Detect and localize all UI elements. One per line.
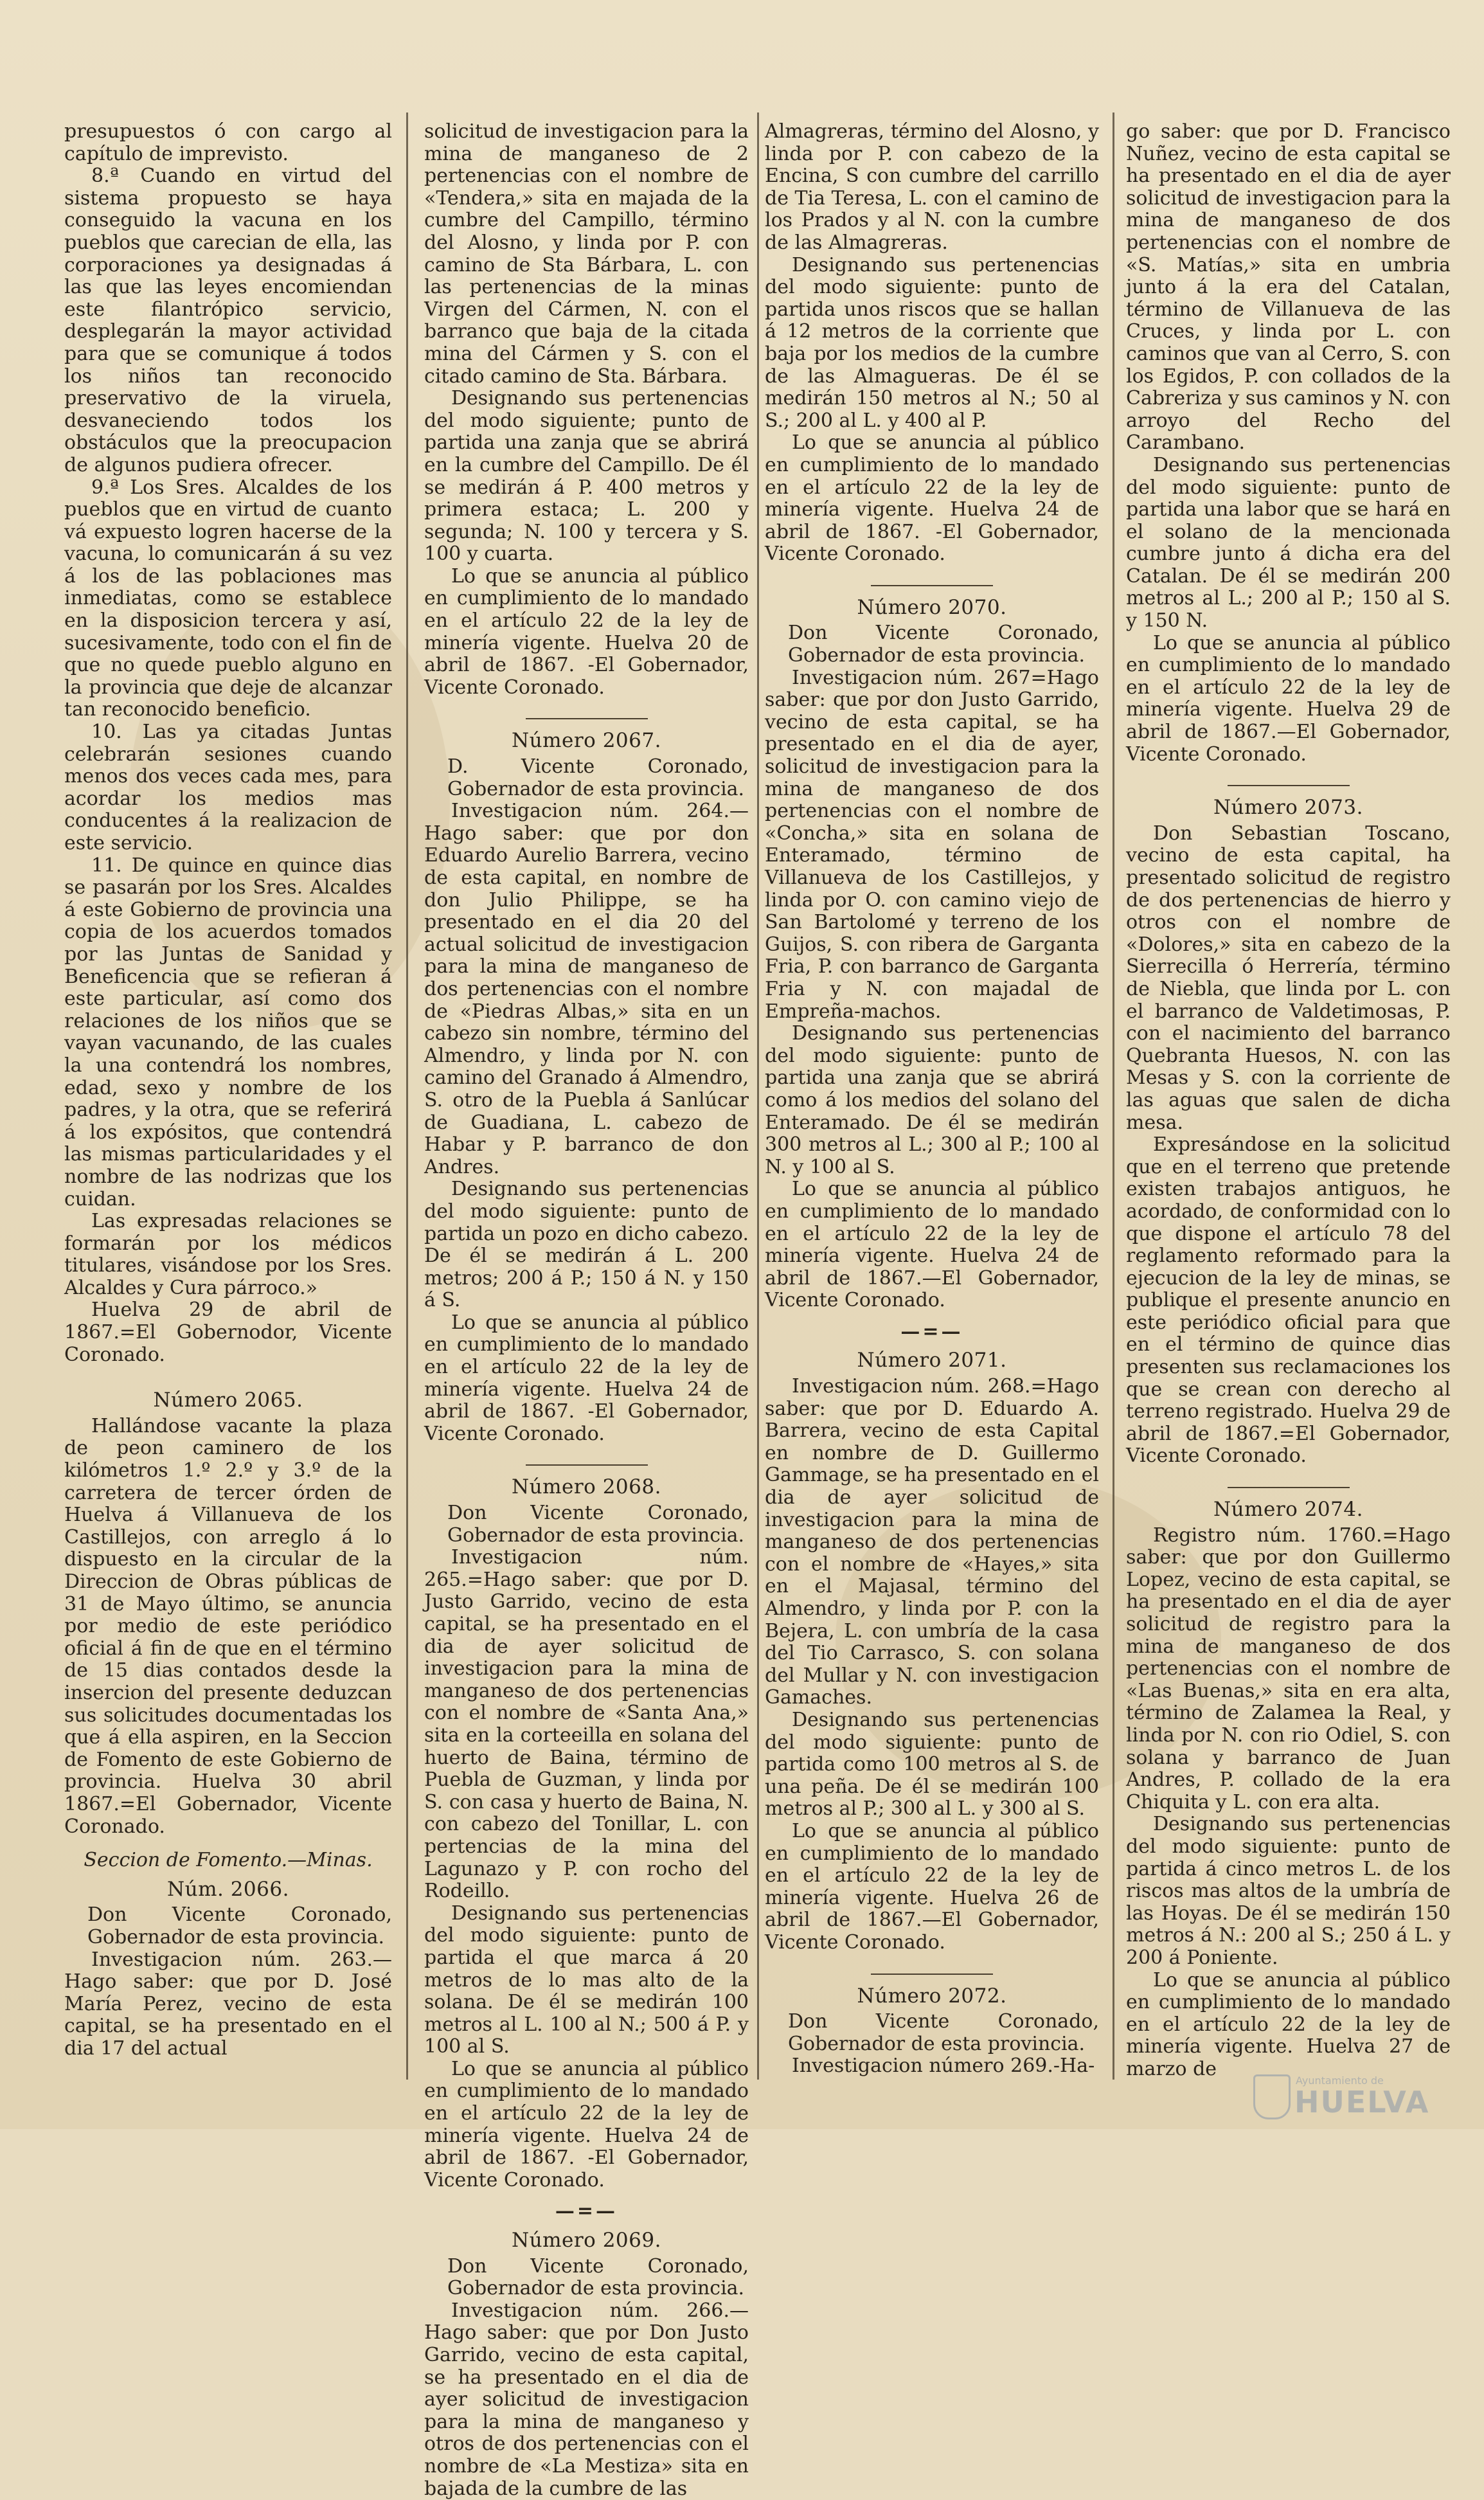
column-rule (757, 112, 759, 2080)
paragraph: Don Sebastian Toscano, vecino de esta capital, ha presentado solicitud de registro de dos pertenencias de hierro y otros con el nombre de «Dolores,» sita en cabezo de la Sierrecilla ó Herrería, término de Niebla, que linda por L. con el barranco de Valdetimosas, P. con el nacimiento del barranco Quebranta Huesos, N. con las Mesas y S. con la corriente de las aguas que salen de dicha mesa. (1126, 822, 1451, 1134)
paragraph: Investigacion núm. 264.—Hago saber: que por don Eduardo Aurelio Barrera, vecino de esta capital, en nombre de don Julio Philippe, se ha presentado en el dia 20 del actual solicitud de investigacion para la mina de manganeso de dos pertenencias con el nombre de «Piedras Albas,» sita en un cabezo sin nombre, término del Almendro, y linda por N. con camino del Granado á Almendro, S. otro de la Puebla á Sanlúcar de Guadiana, L. cabezo de Habar y P. barranco de don Andres. (424, 800, 749, 1178)
separator-rule (871, 585, 993, 586)
column-1 (64, 121, 392, 2082)
notice-heading: Número 2068. (512, 1475, 661, 1499)
shield-icon (1253, 2074, 1291, 2119)
paragraph: 11. De quince en quince dias se pasarán por los Sres. Alcaldes á este Gobierno de provincia una copia de los acuerdos tomados por las Juntas de Sanidad y Beneficencia que se refieran á este particular, así como dos relaciones de los niños que se vayan vacunando, de las cuales la una contendrá los nombres, edad, sexo y nombre de los padres, y la otra, que se referirá á los expósitos, que contendrá las mismas particularidades y el nombre de las nodrizas que los cuidan. (64, 854, 392, 1210)
paragraph: Las expresadas relaciones se formarán por los médicos titulares, visándose por los Sres. Alcaldes y Cura párroco.» (64, 1210, 392, 1299)
paragraph: Don Vicente Coronado, Gobernador de esta provincia. (447, 2254, 749, 2300)
paragraph: Investigacion núm. 265.=Hago saber: que por D. Justo Garrido, vecino de esta capital, se ha presentado en el dia de ayer solicitud de investigacion para la mina de manganeso de dos pertenencias con el nombre de «Santa Ana,» sita en la corteeilla en solana del huerto de Baina, término de Puebla de Guzman, y linda por S. con casa y huerto de Baina, N. con cabezo del Tonillar, L. con pertencias de la mina del Lagunazo y P. con rocho del Rodeillo. (424, 1546, 749, 1903)
column-3 (765, 121, 1099, 2082)
paragraph: Don Vicente Coronado, Gobernador de esta provincia. (87, 1903, 392, 1948)
column-rule (1113, 112, 1114, 2080)
paragraph: Designando sus pertenencias del modo siguiente; punto de partida una zanja que se abrirá en la cumbre del Campillo. De él se medirán á P. 400 metros y primera estaca; L. 200 y segunda; N. 100 y tercera y S. 100 y cuarta. (424, 387, 749, 566)
notice-heading: Número 2067. (512, 729, 661, 753)
notice-heading: Número 2073. (1213, 796, 1363, 820)
paragraph: Lo que se anuncia al público en cumplimiento de lo mandado en el artículo 22 de la ley de minería vigente. Huelva 24 de abril de 1867. -El Gobernador, Vicente Coronado. (765, 431, 1099, 566)
dash-separator: —=— (555, 2200, 618, 2223)
paragraph: Investigacion núm. 267=Hago saber: que por don Justo Garrido, vecino de esta capital, se ha presentado en el dia de ayer, solicitud de investigacion para la mina de manganeso de dos pertenencias con el nombre de «Concha,» sita en solana de Enteramado, término de Villanueva de los Castillejos, y linda por O. con camino viejo de San Bartolomé y terreno de los Guijos, S. con ribera de Garganta Fria, P. con barranco de Garganta Fria y N. con majadal de Empreña-machos. (765, 666, 1099, 1023)
column-4 (1126, 121, 1451, 2082)
paragraph: Designando sus pertenencias del modo siguiente: punto de partida á cinco metros L. de los riscos mas altos de la umbría de las Hoyas. De él se medirán 150 metros á N.: 200 al S.; 250 á L. y 200 á Poniente. (1126, 1813, 1451, 1969)
paragraph: Designando sus pertenencias del modo siguiente: punto de partida como 100 metros al S. de una peña. De él se medirán 100 metros al P.; 300 al L. y 300 al S. (765, 1708, 1099, 1821)
paragraph: Don Vicente Coronado, Gobernador de esta provincia. (788, 622, 1099, 667)
separator-rule (1228, 1487, 1350, 1488)
paragraph: Investigacion núm. 268.=Hago saber: que por D. Eduardo A. Barrera, vecino de esta Capital en nombre de D. Guillermo Gammage, se ha presentado en el dia de ayer solicitud de investigacion para la mina de manganeso de dos pertenencias con el nombre de «Hayes,» sita en el Majasal, término del Almendro, y linda por P. con la Bejera, L. con umbría de la casa del Tio Carrasco, S. con solana del Mullar y N. con investigacion Gamaches. (765, 1375, 1099, 1709)
notice-heading: Número 2072. (857, 1984, 1007, 2008)
paragraph: Registro núm. 1760.=Hago saber: que por don Guillermo Lopez, vecino de esta capital, se ha presentado en el dia de ayer solicitud de registro para la mina de manganeso de dos pertenencias con el nombre de «Las Buenas,» sita en era alta, término de Zalamea la Real, y linda por N. con rio Odiel, S. con solana y barranco de Juan Andres, P. collado de la era Chiquita y L. con era alta. (1126, 1524, 1451, 1813)
paragraph: solicitud de investigacion para la mina de manganeso de 2 pertenencias con el nombre de «Tendera,» sita en majada de la cumbre del Campillo, término del Alosno, y linda por P. con camino de Sta Bárbara, L. con las pertenencias de la minas Virgen del Cármen, N. con el barranco que baja de la citada mina del Cármen y S. con el citado camino de Sta. Bárbara. (424, 120, 749, 388)
paragraph: Don Vicente Coronado, Gobernador de esta provincia. (447, 1502, 749, 1547)
notice-heading: Número 2065. (153, 1389, 303, 1412)
separator-rule (526, 1464, 648, 1466)
signature-line: Huelva 29 de abril de 1867.=El Gobernodor, Vicente Coronado. (64, 1299, 392, 1366)
watermark-big-text: HUELVA (1294, 2085, 1430, 2119)
paragraph: Lo que se anuncia al público en cumplimiento de lo mandado en el artículo 22 de la ley de minería vigente. Huelva 24 de abril de 1867. -El Gobernador, Vicente Coronado. (424, 1311, 749, 1445)
paragraph: Designando sus pertenencias del modo siguiente: punto de partida una labor que se hará en el solano de la mencionada cumbre junto á dicha era del Catalan. De él se medirán 200 metros al L.; 200 al P.; 150 al S. y 150 N. (1126, 453, 1451, 633)
paragraph: Hallándose vacante la plaza de peon caminero de los kilómetros 1.º 2.º y 3.º de la carretera de tercer órden de Huelva á Villanueva de los Castillejos, con arreglo á lo dispuesto en la circular de la Direccion de Obras públicas de 31 de Mayo último, se anuncia por medio de este periódico oficial á fin de que en el término de 15 dias contados desde la insercion del presente deduzcan sus solicitudes documentadas los que á ella aspiren, en la Seccion de Fomento de este Gobierno de provincia. Huelva 30 abril 1867.=El Gobernador, Vicente Coronado. (64, 1414, 392, 1838)
notice-heading: Número 2071. (857, 1349, 1007, 1372)
column-rule (406, 112, 408, 2080)
paragraph: Lo que se anuncia al público en cumplimiento de lo mandado en el artículo 22 de la ley de minería vigente. Huelva 26 de abril de 1867.—El Gobernador, Vicente Coronado. (765, 1819, 1099, 1954)
column-2 (424, 120, 749, 2500)
paragraph: go saber: que por D. Francisco Nuñez, vecino de esta capital se ha presentado en el dia de ayer solicitud de investigacion para la mina de manganeso de dos pertenencias con el nombre de «S. Matías,» sita en umbria junto á la era del Catalan, término de Villanueva de las Cruces, y linda por L. con caminos que van al Cerro, S. con los Egidos, P. con collados de la Cabreriza y sus caminos y N. con arroyo del Recho del Carambano. (1126, 120, 1451, 454)
paragraph: Designando sus pertenencias del modo siguiente: punto de partida un pozo en dicho cabezo. De él se medirán á L. 200 metros; 200 á P.; 150 á N. y 150 á S. (424, 1178, 749, 1312)
section-title: Seccion de Fomento.—Minas. (84, 1849, 373, 1872)
watermark-small-text: Ayuntamiento de (1296, 2074, 1384, 2087)
paragraph: Lo que se anuncia al público en cumplimiento de lo mandado en el artículo 22 de la ley de minería vigente. Huelva 24 de abril de 1867. -El Gobernador, Vicente Coronado. (424, 2057, 749, 2191)
paragraph: Designando sus pertenencias del modo siguiente: punto de partida el que marca á 20 metros de lo mas alto de la solana. De él se medirán 100 metros al L. 100 al N.; 500 á P. y 100 al S. (424, 1902, 749, 2058)
paragraph: Investigacion núm. 266.—Hago saber: que por Don Justo Garrido, vecino de esta capital, se ha presentado en el dia de ayer solicitud de investigacion para la mina de manganeso y otros de dos pertenencias con el nombre de «La Mestiza» sita en bajada de la cumbre de las (424, 2299, 749, 2500)
separator-rule (871, 1974, 993, 1975)
paragraph: Expresándose en la solicitud que en el terreno que pretende existen trabajos antiguos, he acordado, de conformidad con lo que dispone el artículo 78 del reglamento reformado para la ejecucion de la ley de minas, se publique el presente anuncio en este periódico oficial para que en el término de quince dias presenten sus reclamaciones los que se crean con derecho al terreno registrado. Huelva 29 de abril de 1867.=El Gobernador, Vicente Coronado. (1126, 1133, 1451, 1468)
separator-rule (1228, 785, 1350, 786)
paragraph: Don Vicente Coronado, Gobernador de esta provincia. (788, 2010, 1099, 2055)
watermark-logo (1253, 2073, 1446, 2118)
paragraph: 10. Las ya citadas Juntas celebrarán sesiones cuando menos dos veces cada mes, para acordar los medios mas conducentes á la realizacion de este servicio. (64, 721, 392, 854)
paragraph: Lo que se anuncia al público en cumplimiento de lo mandado en el artículo 22 de la ley de minería vigente. Huelva 27 de marzo de (1126, 1968, 1451, 2080)
paragraph: D. Vicente Coronado, Gobernador de esta provincia. (447, 755, 749, 800)
paragraph: Lo que se anuncia al público en cumplimiento de lo mandado en el artículo 22 de la ley de minería vigente. Huelva 29 de abril de 1867.—El Gobernador, Vicente Coronado. (1126, 631, 1451, 766)
notice-heading: Número 2070. (857, 595, 1007, 619)
notice-heading: Núm. 2066. (167, 1877, 289, 1901)
paragraph: Investigacion número 269.-Ha- (792, 2055, 1095, 2078)
notice-heading: Número 2069. (512, 2229, 661, 2253)
paragraph: 8.ª Cuando en virtud del sistema propuesto se haya conseguido la vacuna en los pueblos que carecian de ella, las corporaciones ya designadas á las que las leyes encomiendan este filantrópico servicio, desplegarán la mayor actividad para que se comunique á todos los niños tan reconocido preservativo de la viruela, desvaneciendo todos los obstáculos que la preocupacion de algunos pudiera ofrecer. (64, 165, 392, 476)
dash-separator: —=— (900, 1320, 963, 1343)
paragraph: Almagreras, término del Alosno, y linda por P. con cabezo de la Encina, S con cumbre del carrillo de Tia Teresa, L. con el camino de los Prados y al N. con la cumbre de las Almagreras. (765, 120, 1099, 254)
paragraph: 9.ª Los Sres. Alcaldes de los pueblos que en virtud de cuanto vá expuesto logren hacerse de la vacuna, lo comunicarán á su vez á los de las poblaciones mas inmediatas, como se establece en la disposicion tercera y así, sucesivamente, todo con el fin de que no quede pueblo alguno en la provincia que deje de alcanzar tan reconocido beneficio. (64, 476, 392, 721)
notice-heading: Número 2074. (1213, 1498, 1363, 1522)
paragraph: Investigacion núm. 263.—Hago saber: que por D. José María Perez, vecino de esta capital, se ha presentado en el dia 17 del actual (64, 1948, 392, 2060)
paragraph: Lo que se anuncia al público en cumplimiento de lo mandado en el artículo 22 de la ley de minería vigente. Huelva 24 de abril de 1867.—El Gobernador, Vicente Coronado. (765, 1178, 1099, 1312)
paragraph: presupuestos ó con cargo al capítulo de imprevisto. (64, 120, 392, 165)
paragraph: Designando sus pertenencias del modo siguiente: punto de partida unos riscos que se hallan á 12 metros de la corriente que baja por los medios de la cumbre de las Almagueras. De él se medirán 150 metros al N.; 50 al S.; 200 al L. y 400 al P. (765, 253, 1099, 432)
paragraph: Lo que se anuncia al público en cumplimiento de lo mandado en el artículo 22 de la ley de minería vigente. Huelva 20 de abril de 1867. -El Gobernador, Vicente Coronado. (424, 564, 749, 699)
paragraph: Designando sus pertenencias del modo siguiente: punto de partida una zanja que se abrirá como á los medios del solano del Enteramado. De él se medirán 300 metros al L.; 300 al P.; 100 al N. y 100 al S. (765, 1022, 1099, 1178)
separator-rule (526, 718, 648, 719)
